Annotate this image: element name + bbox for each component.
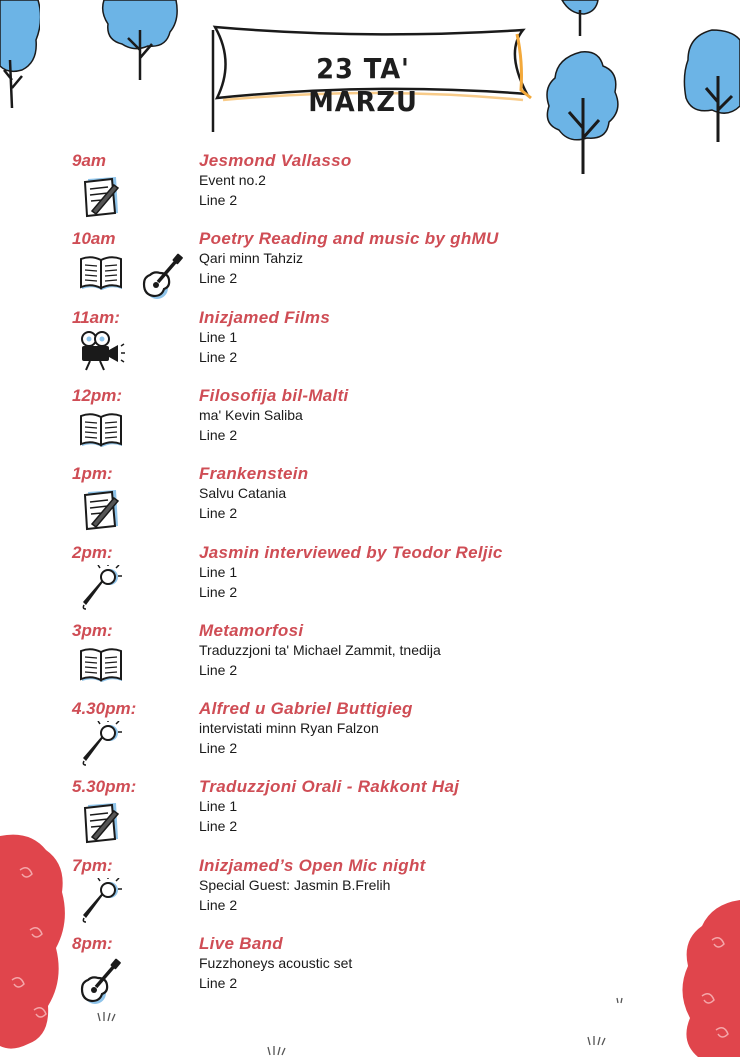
- event-line-1: Special Guest: Jasmin B.Frelih: [199, 876, 391, 893]
- book-icon: [78, 251, 126, 295]
- event-time: 12pm:: [72, 385, 123, 405]
- notepad-icon: [78, 799, 126, 845]
- event-time: 10am: [72, 229, 116, 249]
- event-line-2: Line 2: [199, 192, 238, 208]
- film-camera-icon: [78, 330, 126, 372]
- event-line-1: Fuzzhoneys acoustic set: [199, 955, 353, 971]
- event-line-2: Line 2: [199, 818, 238, 835]
- blue-tree-top-2: [100, 0, 180, 85]
- list-item: [0, 621, 740, 699]
- blue-tree-top-left: [0, 0, 40, 110]
- microphone-icon: [78, 878, 122, 924]
- list-item: [0, 386, 740, 464]
- event-line-1: ma' Kevin Saliba: [199, 406, 303, 423]
- event-line-2: Line 2: [199, 740, 238, 757]
- list-item: [0, 699, 740, 777]
- event-title: Live Band: [199, 934, 283, 953]
- event-time: 3pm:: [72, 620, 113, 640]
- guitar-icon: [140, 251, 186, 301]
- event-line-2: Line 2: [199, 975, 238, 991]
- event-time: 5.30pm:: [72, 777, 137, 797]
- list-item: [0, 308, 740, 386]
- microphone-icon: [78, 565, 122, 611]
- notepad-icon: [78, 173, 126, 219]
- event-line-2: Line 2: [199, 505, 238, 522]
- event-time: 7pm:: [72, 855, 113, 875]
- event-line-1: Line 1: [199, 328, 238, 345]
- event-line-1: Line 1: [199, 798, 238, 815]
- list-item: [0, 229, 740, 307]
- microphone-icon: [78, 721, 122, 767]
- event-time: 2pm:: [72, 542, 113, 562]
- event-line-1: Salvu Catania: [199, 485, 287, 502]
- event-title: Filosofija bil-Malti: [199, 385, 349, 405]
- blue-tree-top-small: [560, 0, 600, 40]
- event-title: Poetry Reading and music by ghMU: [199, 229, 499, 249]
- event-time: 1pm:: [72, 464, 113, 484]
- event-line-1: Qari minn Tahziz: [199, 250, 304, 267]
- event-line-2: Line 2: [199, 661, 238, 678]
- event-title: Inizjamed Films: [199, 307, 331, 327]
- blue-tree-right-2: [682, 26, 740, 146]
- event-title: Jesmond Vallasso: [199, 151, 352, 170]
- event-title: Inizjamed’s Open Mic night: [199, 855, 426, 875]
- book-icon: [78, 408, 126, 452]
- notepad-icon: [78, 486, 126, 532]
- list-item: [0, 464, 740, 542]
- event-line-1: Traduzzjoni ta' Michael Zammit, tnedija: [199, 641, 441, 658]
- event-title: Metamorfosi: [199, 620, 304, 640]
- event-line-2: Line 2: [199, 348, 238, 365]
- list-item: [0, 856, 740, 934]
- event-title: Traduzzjoni Orali - Rakkont Haj: [199, 777, 460, 797]
- guitar-icon: [78, 956, 124, 1006]
- event-time: 8pm:: [72, 934, 113, 953]
- list-item: [0, 543, 740, 621]
- event-line-1: Line 1: [199, 563, 238, 580]
- event-title: Alfred u Gabriel Buttigieg: [199, 699, 413, 719]
- event-line-2: Line 2: [199, 583, 238, 600]
- event-title: Frankenstein: [199, 464, 309, 484]
- event-line-2: Line 2: [199, 426, 238, 443]
- event-line-1: Event no.2: [199, 172, 266, 188]
- list-item: [0, 151, 740, 229]
- event-title: Jasmin interviewed by Teodor Reljic: [199, 542, 503, 562]
- event-time: 4.30pm:: [72, 699, 137, 719]
- event-line-2: Line 2: [199, 896, 238, 913]
- event-line-1: intervistati minn Ryan Falzon: [199, 720, 379, 737]
- event-time: 9am: [72, 151, 107, 170]
- event-line-2: Line 2: [199, 270, 238, 287]
- list-item: [0, 934, 740, 1012]
- page-title: 23 TA' MARZU: [308, 52, 418, 118]
- event-time: 11am:: [72, 307, 120, 327]
- book-icon: [78, 643, 126, 687]
- list-item: [0, 777, 740, 855]
